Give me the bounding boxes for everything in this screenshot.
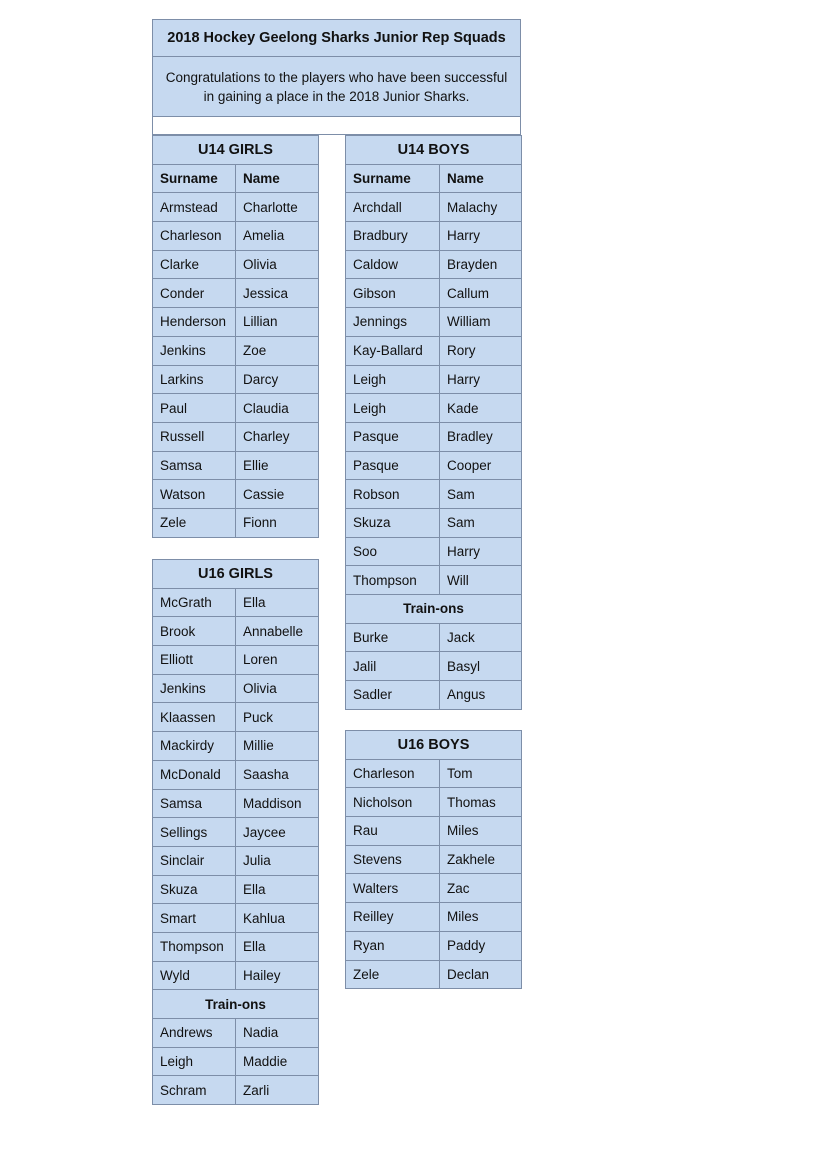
- name-cell: Jack: [440, 623, 522, 652]
- name-cell: Claudia: [236, 394, 319, 423]
- table-row: [346, 566, 522, 595]
- surname-cell: Klaassen: [153, 703, 236, 732]
- surname-cell: Watson: [153, 480, 236, 509]
- table-row: [346, 308, 522, 337]
- surname-cell: Jenkins: [153, 674, 236, 703]
- table-row: [153, 818, 319, 847]
- name-cell: Cooper: [440, 451, 522, 480]
- u14-girls-table: [152, 135, 319, 538]
- table-row: [153, 279, 319, 308]
- surname-cell: Henderson: [153, 308, 236, 337]
- train-on-row: [153, 1019, 319, 1048]
- table-row: [153, 394, 319, 423]
- name-cell: Miles: [440, 817, 522, 846]
- surname-cell: Surname: [153, 164, 236, 193]
- train-on-row: [346, 623, 522, 652]
- name-cell: Name: [440, 164, 522, 193]
- name-cell: Zac: [440, 874, 522, 903]
- name-cell: Bradley: [440, 422, 522, 451]
- surname-cell: Sadler: [346, 681, 440, 710]
- surname-cell: Thompson: [153, 932, 236, 961]
- surname-cell: Mackirdy: [153, 732, 236, 761]
- surname-cell: Burke: [346, 623, 440, 652]
- table-title: U14 BOYS: [346, 136, 522, 165]
- surname-cell: Zele: [153, 508, 236, 537]
- name-cell: Thomas: [440, 788, 522, 817]
- name-cell: Name: [236, 164, 319, 193]
- train-ons-heading: Train-ons: [153, 990, 319, 1019]
- surname-cell: McGrath: [153, 588, 236, 617]
- table-row: [346, 222, 522, 251]
- table-row: [153, 703, 319, 732]
- surname-cell: Skuza: [346, 508, 440, 537]
- table-row: [346, 931, 522, 960]
- name-cell: Julia: [236, 846, 319, 875]
- surname-cell: Smart: [153, 904, 236, 933]
- name-cell: Olivia: [236, 250, 319, 279]
- name-cell: Loren: [236, 646, 319, 675]
- table-row: [346, 960, 522, 989]
- name-cell: Kade: [440, 394, 522, 423]
- name-cell: Basyl: [440, 652, 522, 681]
- name-cell: Malachy: [440, 193, 522, 222]
- table-row: [153, 932, 319, 961]
- surname-cell: Samsa: [153, 789, 236, 818]
- surname-cell: McDonald: [153, 760, 236, 789]
- name-cell: Saasha: [236, 760, 319, 789]
- name-cell: Amelia: [236, 222, 319, 251]
- name-cell: Harry: [440, 365, 522, 394]
- name-cell: Harry: [440, 537, 522, 566]
- table-title: U16 BOYS: [346, 731, 522, 760]
- table-row: [153, 480, 319, 509]
- surname-cell: Reilley: [346, 903, 440, 932]
- table-row: [153, 422, 319, 451]
- surname-cell: Pasque: [346, 451, 440, 480]
- table-row: [153, 308, 319, 337]
- surname-cell: Wyld: [153, 961, 236, 990]
- table-row: [346, 336, 522, 365]
- surname-cell: Archdall: [346, 193, 440, 222]
- surname-cell: Jenkins: [153, 336, 236, 365]
- surname-cell: Walters: [346, 874, 440, 903]
- table-row: [153, 250, 319, 279]
- table-title: U14 GIRLS: [153, 136, 319, 165]
- name-cell: Zarli: [236, 1076, 319, 1105]
- surname-cell: Andrews: [153, 1019, 236, 1048]
- name-cell: Zoe: [236, 336, 319, 365]
- surname-cell: Armstead: [153, 193, 236, 222]
- train-on-row: [346, 652, 522, 681]
- name-cell: Ellie: [236, 451, 319, 480]
- name-cell: Ella: [236, 932, 319, 961]
- train-on-row: [346, 681, 522, 710]
- table-row: [153, 222, 319, 251]
- table-row: [346, 903, 522, 932]
- train-on-row: [153, 1047, 319, 1076]
- name-cell: Darcy: [236, 365, 319, 394]
- table-row: [346, 480, 522, 509]
- name-cell: Paddy: [440, 931, 522, 960]
- surname-cell: Soo: [346, 537, 440, 566]
- table-row: [346, 365, 522, 394]
- surname-cell: Charleson: [346, 759, 440, 788]
- name-cell: Callum: [440, 279, 522, 308]
- table-row: [153, 588, 319, 617]
- surname-cell: Larkins: [153, 365, 236, 394]
- table-row: [153, 451, 319, 480]
- name-cell: Ella: [236, 875, 319, 904]
- table-title: U16 GIRLS: [153, 560, 319, 589]
- surname-cell: Paul: [153, 394, 236, 423]
- name-cell: Kahlua: [236, 904, 319, 933]
- surname-cell: Leigh: [346, 394, 440, 423]
- surname-cell: Nicholson: [346, 788, 440, 817]
- table-row: [153, 617, 319, 646]
- table-row: [153, 760, 319, 789]
- u16-girls-table: [152, 559, 319, 1105]
- surname-cell: Elliott: [153, 646, 236, 675]
- table-row: [346, 508, 522, 537]
- name-cell: Jessica: [236, 279, 319, 308]
- train-on-row: [153, 1076, 319, 1105]
- name-cell: Zakhele: [440, 845, 522, 874]
- train-ons-heading: Train-ons: [346, 595, 522, 624]
- table-row: [346, 250, 522, 279]
- name-cell: Harry: [440, 222, 522, 251]
- u14-boys-table: [345, 135, 522, 710]
- surname-cell: Jennings: [346, 308, 440, 337]
- surname-cell: Skuza: [153, 875, 236, 904]
- table-row: [346, 279, 522, 308]
- table-row: [153, 674, 319, 703]
- table-row: [346, 193, 522, 222]
- surname-cell: Stevens: [346, 845, 440, 874]
- name-cell: Hailey: [236, 961, 319, 990]
- table-row: [153, 961, 319, 990]
- surname-cell: Leigh: [346, 365, 440, 394]
- name-cell: Cassie: [236, 480, 319, 509]
- name-cell: Sam: [440, 508, 522, 537]
- surname-cell: Pasque: [346, 422, 440, 451]
- congratulations-message: Congratulations to the players who have been successful in gaining a place in the 2018 Junior Sharks.: [153, 57, 520, 117]
- surname-cell: Gibson: [346, 279, 440, 308]
- table-row: [153, 336, 319, 365]
- surname-cell: Robson: [346, 480, 440, 509]
- table-row: [153, 365, 319, 394]
- name-cell: Olivia: [236, 674, 319, 703]
- table-row: [346, 451, 522, 480]
- surname-cell: Jalil: [346, 652, 440, 681]
- table-row: [153, 789, 319, 818]
- page-title: 2018 Hockey Geelong Sharks Junior Rep Squads: [153, 20, 520, 57]
- surname-cell: Zele: [346, 960, 440, 989]
- name-cell: Rory: [440, 336, 522, 365]
- surname-cell: Sellings: [153, 818, 236, 847]
- surname-cell: Surname: [346, 164, 440, 193]
- name-cell: Angus: [440, 681, 522, 710]
- name-cell: Fionn: [236, 508, 319, 537]
- name-cell: Maddison: [236, 789, 319, 818]
- name-cell: Millie: [236, 732, 319, 761]
- name-cell: Miles: [440, 903, 522, 932]
- table-row: [153, 875, 319, 904]
- name-cell: Lillian: [236, 308, 319, 337]
- surname-cell: Caldow: [346, 250, 440, 279]
- surname-cell: Conder: [153, 279, 236, 308]
- name-cell: Ella: [236, 588, 319, 617]
- name-cell: Charley: [236, 422, 319, 451]
- table-row: [346, 788, 522, 817]
- surname-cell: Brook: [153, 617, 236, 646]
- name-cell: Will: [440, 566, 522, 595]
- table-row: [346, 817, 522, 846]
- name-cell: Puck: [236, 703, 319, 732]
- table-row: [346, 759, 522, 788]
- table-row: [346, 845, 522, 874]
- table-row: [346, 874, 522, 903]
- surname-cell: Leigh: [153, 1047, 236, 1076]
- name-cell: Tom: [440, 759, 522, 788]
- table-row: [153, 193, 319, 222]
- surname-cell: Thompson: [346, 566, 440, 595]
- surname-cell: Kay-Ballard: [346, 336, 440, 365]
- surname-cell: Clarke: [153, 250, 236, 279]
- surname-cell: Samsa: [153, 451, 236, 480]
- surname-cell: Rau: [346, 817, 440, 846]
- name-cell: William: [440, 308, 522, 337]
- surname-cell: Ryan: [346, 931, 440, 960]
- u16-boys-table: [345, 730, 522, 989]
- header-box: [152, 19, 521, 135]
- table-row: [153, 646, 319, 675]
- name-cell: Declan: [440, 960, 522, 989]
- table-row: [153, 732, 319, 761]
- name-cell: Charlotte: [236, 193, 319, 222]
- name-cell: Maddie: [236, 1047, 319, 1076]
- surname-cell: Bradbury: [346, 222, 440, 251]
- table-row: [153, 846, 319, 875]
- table-row: [346, 537, 522, 566]
- column-header-row: [346, 164, 522, 193]
- name-cell: Brayden: [440, 250, 522, 279]
- surname-cell: Charleson: [153, 222, 236, 251]
- surname-cell: Russell: [153, 422, 236, 451]
- surname-cell: Sinclair: [153, 846, 236, 875]
- column-header-row: [153, 164, 319, 193]
- table-row: [346, 394, 522, 423]
- table-row: [153, 904, 319, 933]
- surname-cell: Schram: [153, 1076, 236, 1105]
- name-cell: Annabelle: [236, 617, 319, 646]
- table-row: [346, 422, 522, 451]
- name-cell: Jaycee: [236, 818, 319, 847]
- table-row: [153, 508, 319, 537]
- name-cell: Sam: [440, 480, 522, 509]
- name-cell: Nadia: [236, 1019, 319, 1048]
